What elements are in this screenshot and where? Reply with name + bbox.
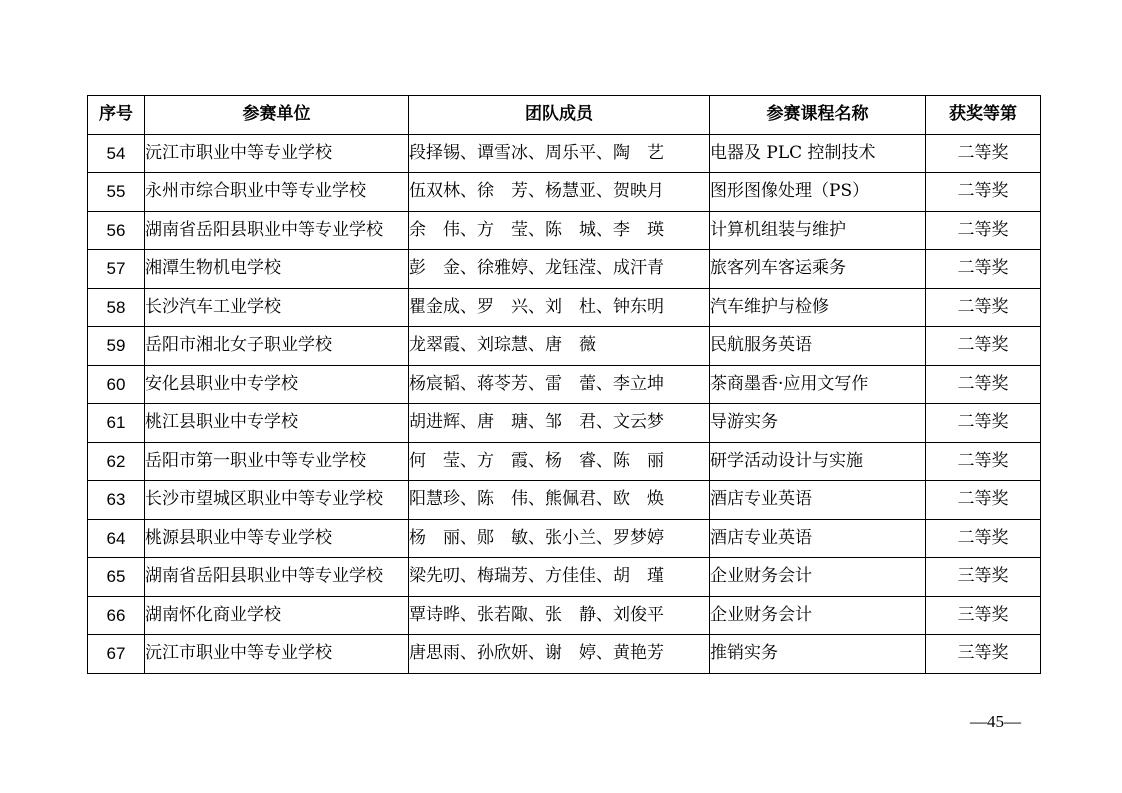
- cell-team: 覃诗晔、张若陬、张 静、刘俊平: [409, 596, 710, 635]
- cell-course: 企业财务会计: [710, 596, 926, 635]
- table-row: [88, 558, 1041, 597]
- cell-unit: 湘潭生物机电学校: [145, 250, 409, 289]
- cell-unit: 岳阳市第一职业中等专业学校: [145, 442, 409, 481]
- cell-course: 电器及 PLC 控制技术: [710, 134, 926, 173]
- table-row: [88, 211, 1041, 250]
- cell-unit: 岳阳市湘北女子职业学校: [145, 327, 409, 366]
- table-row: [88, 365, 1041, 404]
- cell-team: 龙翠霞、刘琮慧、唐 薇: [409, 327, 710, 366]
- cell-serial: 62: [88, 442, 145, 481]
- cell-serial: 67: [88, 635, 145, 674]
- cell-course: 研学活动设计与实施: [710, 442, 926, 481]
- table-row: [88, 404, 1041, 443]
- table-row: [88, 288, 1041, 327]
- page-number: —45—: [970, 712, 1021, 731]
- cell-award: 二等奖: [926, 288, 1041, 327]
- cell-course: 汽车维护与检修: [710, 288, 926, 327]
- cell-unit: 安化县职业中专学校: [145, 365, 409, 404]
- cell-course: 旅客列车客运乘务: [710, 250, 926, 289]
- cell-course: 茶商墨香·应用文写作: [710, 365, 926, 404]
- cell-unit: 湖南省岳阳县职业中等专业学校: [145, 558, 409, 597]
- cell-course: 计算机组装与维护: [710, 211, 926, 250]
- cell-serial: 65: [88, 558, 145, 597]
- cell-unit: 湖南省岳阳县职业中等专业学校: [145, 211, 409, 250]
- cell-team: 何 莹、方 霞、杨 睿、陈 丽: [409, 442, 710, 481]
- awards-table: [87, 95, 1041, 674]
- cell-course: 酒店专业英语: [710, 481, 926, 520]
- cell-course: 企业财务会计: [710, 558, 926, 597]
- cell-course: 图形图像处理（PS）: [710, 173, 926, 212]
- cell-award: 二等奖: [926, 442, 1041, 481]
- cell-team: 杨 丽、郧 敏、张小兰、罗梦婷: [409, 519, 710, 558]
- table-row: [88, 173, 1041, 212]
- cell-award: 二等奖: [926, 365, 1041, 404]
- cell-team: 彭 金、徐雅婷、龙钰滢、成汗青: [409, 250, 710, 289]
- cell-serial: 63: [88, 481, 145, 520]
- cell-award: 二等奖: [926, 250, 1041, 289]
- header-award: 获奖等第: [926, 96, 1041, 135]
- cell-award: 二等奖: [926, 327, 1041, 366]
- table-row: [88, 635, 1041, 674]
- cell-team: 梁先叨、梅瑞芳、方佳佳、胡 瑾: [409, 558, 710, 597]
- cell-course: 导游实务: [710, 404, 926, 443]
- cell-serial: 55: [88, 173, 145, 212]
- cell-unit: 永州市综合职业中等专业学校: [145, 173, 409, 212]
- cell-serial: 59: [88, 327, 145, 366]
- cell-award: 三等奖: [926, 596, 1041, 635]
- table-row: [88, 596, 1041, 635]
- cell-serial: 61: [88, 404, 145, 443]
- cell-serial: 60: [88, 365, 145, 404]
- cell-serial: 66: [88, 596, 145, 635]
- header-unit: 参赛单位: [145, 96, 409, 135]
- cell-team: 余 伟、方 莹、陈 城、李 瑛: [409, 211, 710, 250]
- cell-team: 阳慧珍、陈 伟、熊佩君、欧 焕: [409, 481, 710, 520]
- table-header-row: [88, 96, 1041, 135]
- cell-award: 三等奖: [926, 635, 1041, 674]
- table-row: [88, 327, 1041, 366]
- table-row: [88, 481, 1041, 520]
- cell-serial: 56: [88, 211, 145, 250]
- cell-serial: 57: [88, 250, 145, 289]
- cell-unit: 桃源县职业中等专业学校: [145, 519, 409, 558]
- cell-award: 二等奖: [926, 211, 1041, 250]
- cell-award: 二等奖: [926, 134, 1041, 173]
- cell-team: 杨宸韬、蒋苓芳、雷 蕾、李立坤: [409, 365, 710, 404]
- cell-award: 三等奖: [926, 558, 1041, 597]
- cell-serial: 58: [88, 288, 145, 327]
- cell-award: 二等奖: [926, 519, 1041, 558]
- cell-unit: 湖南怀化商业学校: [145, 596, 409, 635]
- cell-team: 段择锡、谭雪冰、周乐平、陶 艺: [409, 134, 710, 173]
- header-team: 团队成员: [409, 96, 710, 135]
- cell-serial: 64: [88, 519, 145, 558]
- cell-team: 瞿金成、罗 兴、刘 杜、钟东明: [409, 288, 710, 327]
- cell-team: 伍双林、徐 芳、杨慧亚、贺映月: [409, 173, 710, 212]
- cell-award: 二等奖: [926, 404, 1041, 443]
- cell-unit: 沅江市职业中等专业学校: [145, 635, 409, 674]
- cell-course: 推销实务: [710, 635, 926, 674]
- header-course: 参赛课程名称: [710, 96, 926, 135]
- cell-course: 酒店专业英语: [710, 519, 926, 558]
- cell-team: 唐思雨、孙欣妍、谢 婷、黄艳芳: [409, 635, 710, 674]
- cell-award: 二等奖: [926, 173, 1041, 212]
- table-row: [88, 519, 1041, 558]
- cell-team: 胡进辉、唐 瑭、邹 君、文云梦: [409, 404, 710, 443]
- header-serial: 序号: [88, 96, 145, 135]
- cell-unit: 长沙市望城区职业中等专业学校: [145, 481, 409, 520]
- cell-serial: 54: [88, 134, 145, 173]
- table-row: [88, 442, 1041, 481]
- cell-unit: 长沙汽车工业学校: [145, 288, 409, 327]
- table-row: [88, 134, 1041, 173]
- table-row: [88, 250, 1041, 289]
- cell-course: 民航服务英语: [710, 327, 926, 366]
- cell-award: 二等奖: [926, 481, 1041, 520]
- cell-unit: 沅江市职业中等专业学校: [145, 134, 409, 173]
- cell-unit: 桃江县职业中专学校: [145, 404, 409, 443]
